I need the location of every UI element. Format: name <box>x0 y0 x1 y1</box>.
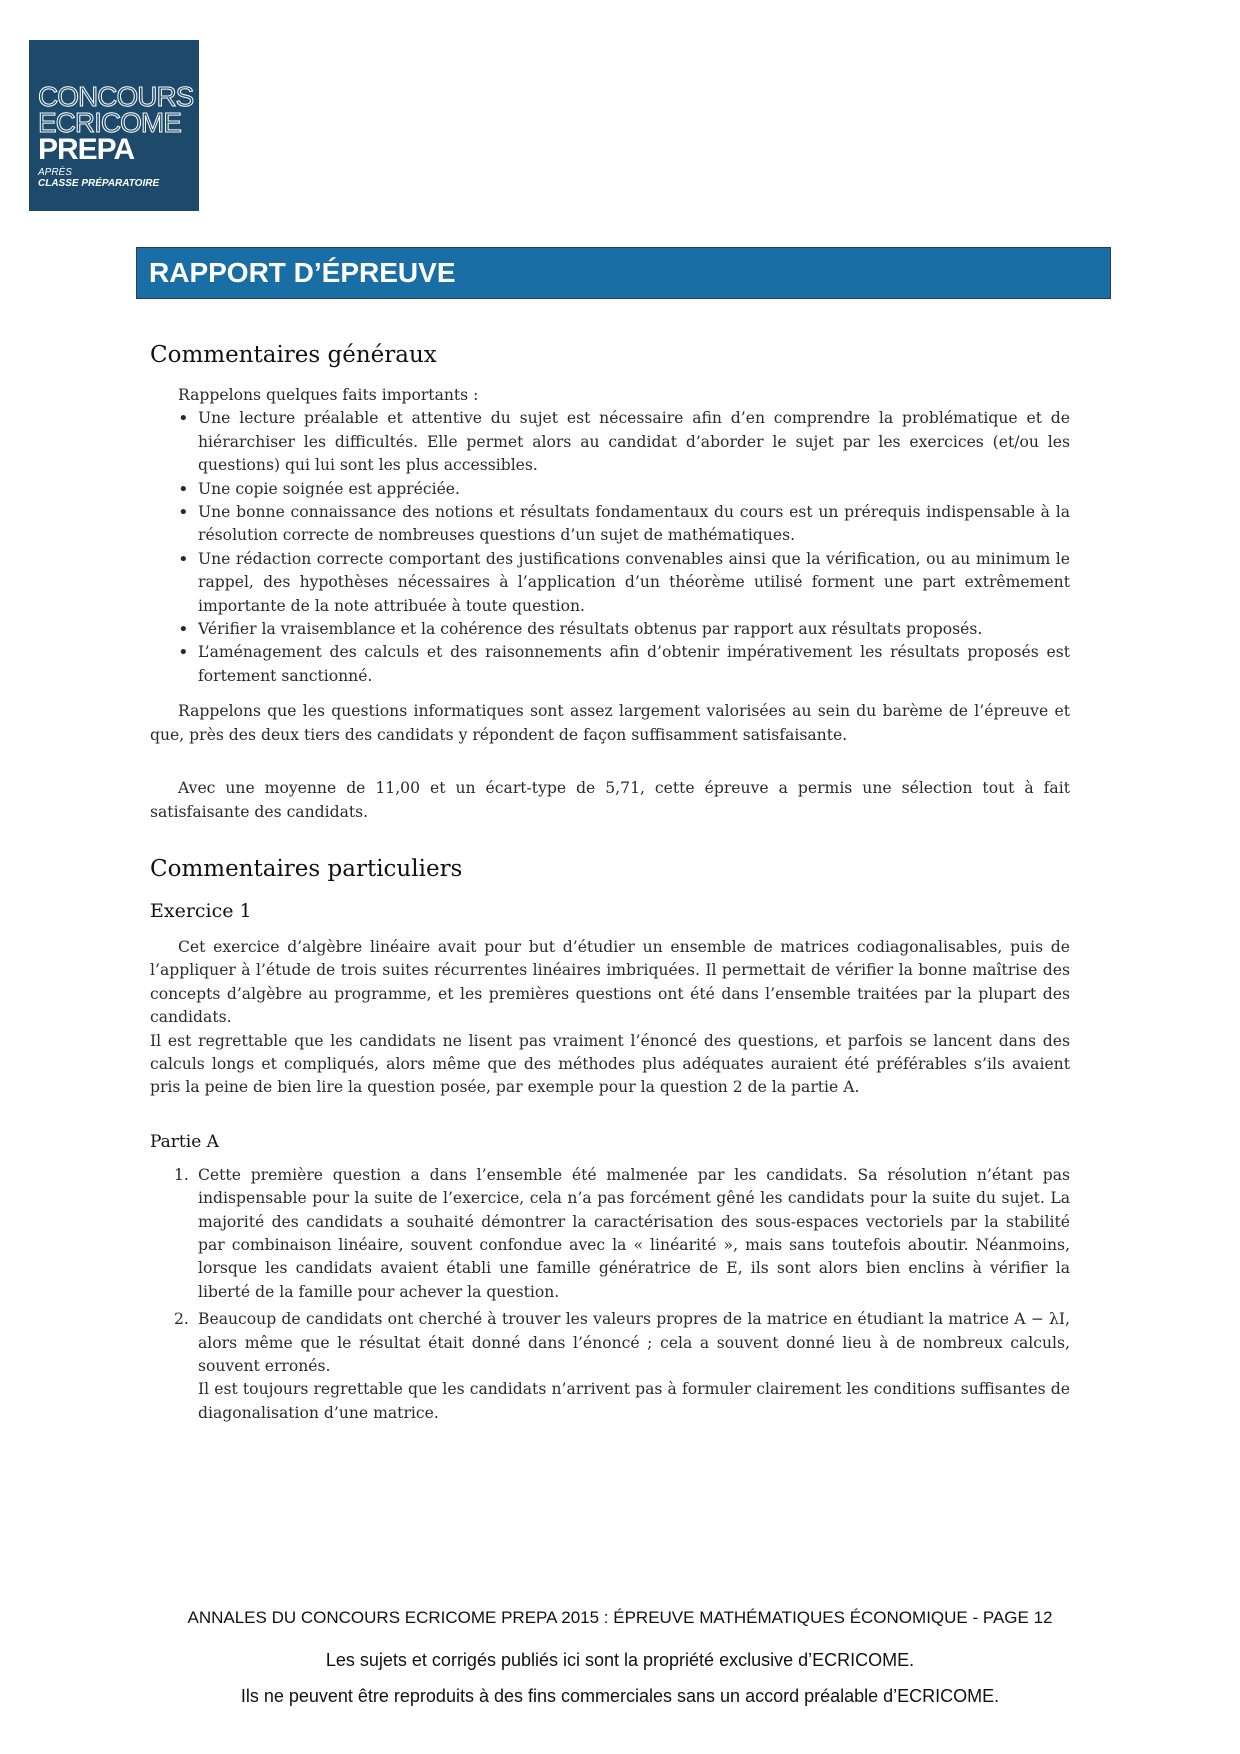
logo-line-ecricome: ECRICOME <box>38 107 181 138</box>
item-text: Cette première question a dans l’ensemble été malmenée par les candidats. Sa résolution n’étant pas indispensable pour la suite de l’exercice, cela n’a pas forcément gêné les candidats pour la suite du sujet. La majorité des candidats a souhaité démontrer la caractérisation des sous-espaces vectoriels par la stabilité par combinaison linéaire, souvent confondue avec la « linéarité », mais sans toutefois aboutir. Néanmoins, lorsque les candidats avaient établi une famille génératrice de E, ils sont alors bien enclins à vérifier la liberté de la famille pour achever la question. <box>198 1165 1070 1301</box>
list-item <box>174 1308 1070 1425</box>
logo-line-prepa: PREPA <box>38 133 135 166</box>
list-item: • Une rédaction correcte comportant des justifications convenables ainsi que la vérification, ou au minimum le rappel, des hypothèses nécessaires à l’application d’un théorème utilisé forment une part extrêmement importante de la note attribuée à toute question. <box>198 548 1070 618</box>
section-banner: RAPPORT D’ÉPREUVE <box>136 247 1111 299</box>
footer-copyright-line: Les sujets et corrigés publiés ici sont la propriété exclusive d’ECRICOME. <box>325 1650 915 1670</box>
item-number: 2. <box>174 1310 189 1329</box>
list-item: • Une lecture préalable et attentive du sujet est nécessaire afin d’en comprendre la problématique et de hiérarchiser les difficultés. Elle permet alors au candidat d’aborder le sujet par les exercices (et/ou les questions) qui lui sont les plus accessibles. <box>198 407 1070 477</box>
logo-line-apres: APRÈS <box>38 167 72 178</box>
footer-title: ANNALES DU CONCOURS ECRICOME PREPA 2015 : ÉPREUVE MATHÉMATIQUES ÉCONOMIQUE - PAGE 12 <box>187 1608 1053 1627</box>
general-intro: Rappelons quelques faits importants : <box>178 386 479 404</box>
list-item: • Vérifier la vraisemblance et la cohérence des résultats obtenus par rapport aux résultats proposés. <box>198 618 1070 641</box>
part-a-question-list <box>150 1164 1070 1425</box>
exercise-paragraph-1: Cet exercice d’algèbre linéaire avait pour but d’étudier un ensemble de matrices codiagonalisables, puis de l’appliquer à l’étude de trois suites récurrentes linéaires imbriquées. Il permettait de vérifier la bonne maîtrise des concepts d’algèbre au programme, et les premières questions ont été dans l’ensemble traitées par la plupart des candidats. <box>150 937 1070 1027</box>
list-item: • Une copie soignée est appréciée. <box>198 478 1070 501</box>
general-heading: Commentaires généraux <box>150 342 437 368</box>
item-text-continued: Il est toujours regrettable que les candidats n’arrivent pas à formuler clairement les conditions suffisantes de diagonalisation d’une matrice. <box>198 1380 1070 1422</box>
general-bullet-list <box>150 407 1070 688</box>
item-text: Beaucoup de candidats ont cherché à trouver les valeurs propres de la matrice en étudiant la matrice A − λI, alors même que le résultat était donné dans l’énoncé ; cela a souvent donné lieu à de nombreux calculs, souvent erronés. <box>198 1310 1070 1375</box>
document-body <box>150 340 1070 1429</box>
ecricome-logo <box>29 40 199 211</box>
part-title: Partie A <box>150 1131 219 1152</box>
footer-reproduction-line: Ils ne peuvent être reproduits à des fins commerciales sans un accord préalable d’ECRICOME. <box>240 1686 1000 1706</box>
particular-heading: Commentaires particuliers <box>150 855 463 882</box>
general-stats-paragraph: Avec une moyenne de 11,00 et un écart-type de 5,71, cette épreuve a permis une sélection tout à fait satisfaisante des candidats. <box>150 779 1070 821</box>
exercise-paragraph-2: Il est regrettable que les candidats ne lisent pas vraiment l’énoncé des questions, et parfois se lancent dans des calculs longs et compliqués, alors même que des méthodes plus adéquates auraient été préférables s’ils avaient pris la peine de bien lire la question posée, par exemple pour la question 2 de la partie A. <box>150 1031 1070 1097</box>
list-item <box>174 1164 1070 1304</box>
logo-line-concours: CONCOURS <box>38 81 194 112</box>
list-item: • L’aménagement des calculs et des raisonnements afin d’obtenir impérativement les résultats proposés est fortement sanctionné. <box>198 641 1070 688</box>
logo-line-classe: CLASSE PRÉPARATOIRE <box>38 178 160 189</box>
exercise-title: Exercice 1 <box>150 899 252 922</box>
general-info-paragraph: Rappelons que les questions informatiques sont assez largement valorisées au sein du barème de l’épreuve et que, près des deux tiers des candidats y répondent de façon suffisamment satisfaisante. <box>150 702 1070 744</box>
item-number: 1. <box>174 1165 189 1184</box>
list-item: • Une bonne connaissance des notions et résultats fondamentaux du cours est un prérequis indispensable à la résolution correcte de nombreuses questions d’un sujet de mathématiques. <box>198 501 1070 548</box>
